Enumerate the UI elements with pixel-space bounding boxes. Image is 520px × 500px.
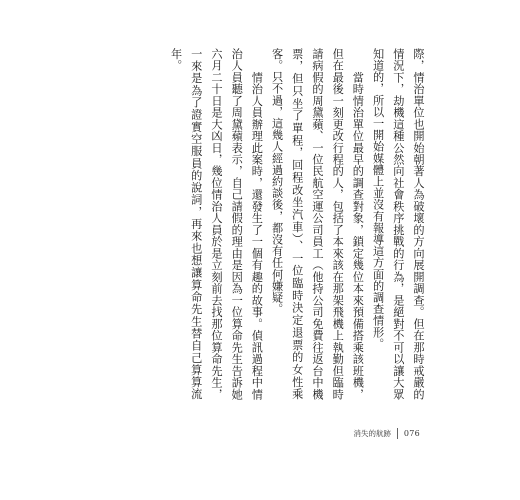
page-footer (354, 428, 420, 439)
paragraph-2: 當時情治單位最早的調查對象，鎖定幾位本來預備搭乘該班機，但在最後一刻更改行程的人，包括了本來該在那架飛機上執勤但臨時請病假的周黛蘋、一位民航空運公司員工（他持公司免費往返台中機票，但只坐了單程，回程改坐汽車）、一位臨時決定退票的女性乘客。只不過，這幾人經過約談後，都沒有任何嫌疑。 (270, 48, 365, 400)
body-text (165, 48, 428, 400)
paragraph-1: 際，情治單位也開始朝著人為破壞的方向展開調查。但在那時戒嚴的情況下，劫機這種公然向社會秩序挑戰的行為，是絕對不可以讓大眾知道的，所以一開始媒體上並沒有報導這方面的調查情形。 (371, 48, 425, 400)
running-title: 消失的航跡 (353, 429, 392, 438)
footer-divider (397, 428, 398, 439)
page-number: 076 (403, 429, 420, 438)
paragraph-3: 情治人員辦理此案時，還發生了一個有趣的故事。偵訊過程中情治人員聽了周黛蘋表示，自己請假的理由是因為一位算命先生告訴她六月二十日是大凶日，幾位情治人員於是立刻前去找那位算命先生，一來是為了證實空服員的說詞，再來也想讓算命先生替自己算算流年。 (169, 48, 264, 400)
